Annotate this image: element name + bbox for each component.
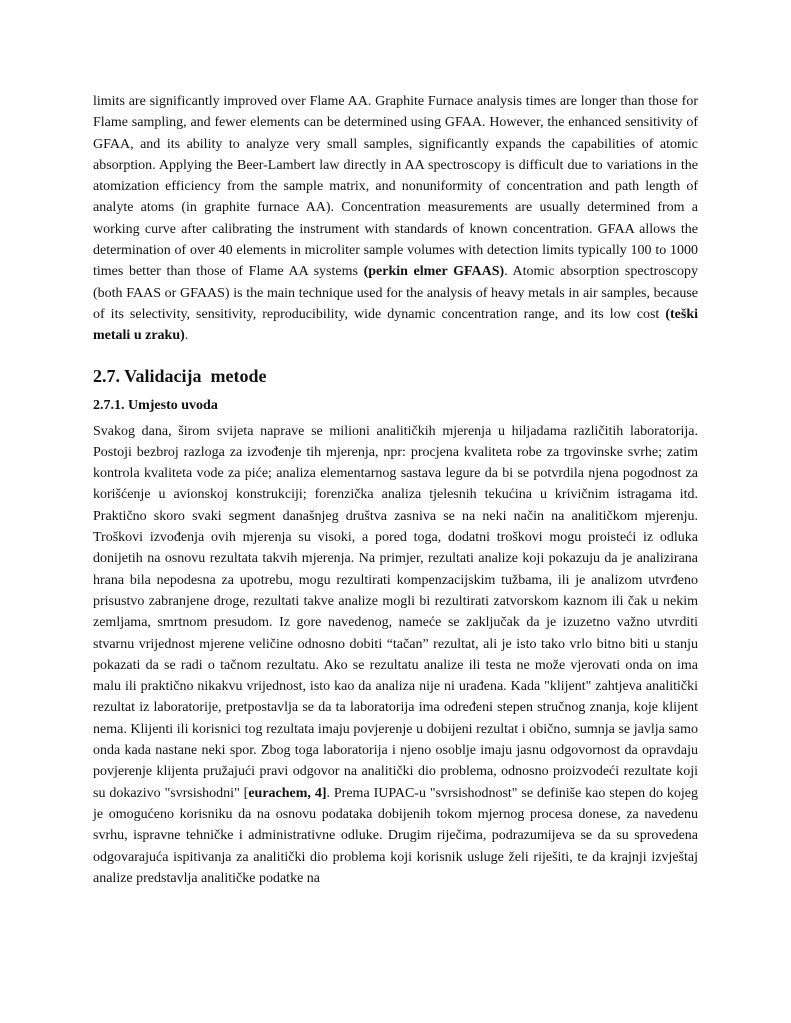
citation: (perkin elmer GFAAS) <box>363 264 505 280</box>
section-heading: 2.7. Validacija metode <box>93 365 267 386</box>
paragraph-gfaa <box>93 91 698 347</box>
paragraph-text: limits are significantly improved over Flame AA. Graphite Furnace analysis times are longer than those for Flame sampling, and fewer elements can be determined using GFAA. However, the enhanced sensitivity of GFAA, and its ability to analyze very small samples, significantly expands the capabilities of atomic absorption. Applying the Beer-Lambert law directly in AA spectroscopy is difficult due to variations in the atomization efficiency from the sample matrix, and nonuniformity of concentration and path length of analyte atoms (in graphite furnace AA). Concentration measurements are usually determined from a working curve after calibrating the instrument with standards of known concentration. GFAA allows the determination of over 40 elements in microliter sample volumes with detection limits typically 100 to 1000 times better than those of Flame AA systems <box>93 94 698 280</box>
subsection-heading: 2.7.1. Umjesto uvoda <box>93 397 218 413</box>
paragraph-text: Svakog dana, širom svijeta naprave se milioni analitičkih mjerenja u hiljadama različitih laboratorija. Postoji bezbroj razloga za izvođenje tih mjerenja, npr: procjena kvaliteta robe za trgovinske svrhe; zatim kontrola kvaliteta vode za piće; analiza elementarnog sastava legure da bi se potvrdila njena pogodnost za korišćenje u avionskoj konstrukciji; forenzička analiza tjelesnih tekućina u krivičnim istragama itd. Praktično skoro svaki segment današnjeg društva zasniva se na neki način na analitičkom mjerenju. Troškovi izvođenja ovih mjerenja su visoki, a pored toga, dodatni troškovi mogu proisteći iz odluka donijetih na osnovu rezultata takvih mjerenja. Na primjer, rezultati analize koji pokazuju da je analizirana hrana bila nepodesna za upotrebu, mogu rezultirati kompenzacijskim tužbama, ili je analizom utvrđeno prisustvo zabranjene droge, rezultati takve analize mogli bi rezultirati zatvorskom kaznom ili čak u nekim zemljama, smrtnom presudom. Iz gore navedenog, nameće se zaključak da je izuzetno važno utvrditi stvarnu vrijednost mjerene veličine odnosno dobiti “tačan” rezultat, ali je isto tako vrlo bitno biti u stanju pokazati da se radi o tačnom rezultatu. Ako se rezultatu analize ili testa ne može vjerovati onda on ima malu ili praktično nikakvu vrijednost, isto kao da analiza nije ni urađena. Kada "klijent" zahtjeva analitički rezultat iz laboratorije, pretpostavlja se da ta laboratorija ima određeni stepen stručnog znanja, koje klijent nema. Klijenti ili korisnici tog rezultata imaju povjerenje u dobijeni rezultat i obično, sumnja se javlja samo onda kada nastane neki spor. Zbog toga laboratorija i njeno osoblje imaju jasnu odgovornost da opravdaju povjerenje klijenta pružajući pravi odgovor na analitički dio problema, odnosno proizvodeći rezultate koji su dokazivo "svrsishodni" [ <box>93 423 698 801</box>
paragraph-text: . <box>184 328 189 344</box>
citation: eurachem, 4] <box>248 785 327 801</box>
paragraph-text: . Atomic absorption spectroscopy (both FAAS or GFAAS) is the main technique used for the analysis of heavy metals in air samples, because of its selectivity, sensitivity, reproducibility, wide dynamic concentration range, and its low cost <box>93 264 698 322</box>
paragraph-text: . Prema IUPAC-u "svrsishodnost" se definiše kao stepen do kojeg je omogućeno korisniku da na osnovu podataka dobijenih tokom mjernog procesa donese, za navedenu svrhu, ispravne tehničke i administrativne odluke. Drugim riječima, podrazumijeva se da su sprovedena odgovarajuća ispitivanja za analitički dio problema koji korisnik usluge želi riješiti, te da krajnji izvještaj analize predstavlja analitičke podatke na <box>93 785 698 886</box>
citation: (teški metali u zraku) <box>93 306 698 344</box>
paragraph-intro <box>93 421 698 890</box>
document-page <box>93 91 698 889</box>
